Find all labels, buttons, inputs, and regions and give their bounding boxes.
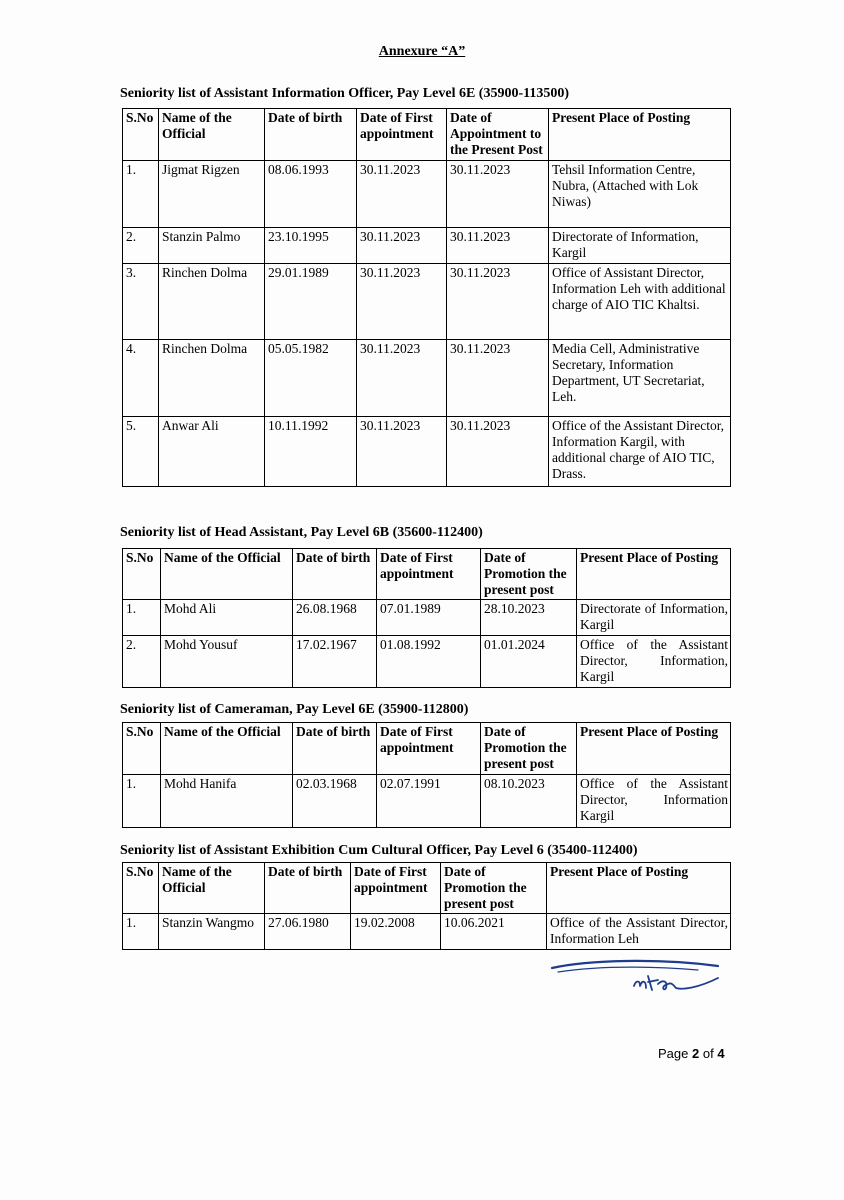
cell-sno: 1. (123, 914, 159, 950)
cell-name: Stanzin Palmo (159, 228, 265, 264)
cell-posting: Directorate of Information, Kargil (577, 600, 731, 636)
cell-first-appointment: 01.08.1992 (377, 636, 481, 688)
seniority-table-head-assistant (122, 548, 731, 688)
header-dob: Date of birth (265, 109, 357, 161)
cell-name: Rinchen Dolma (159, 340, 265, 417)
header-dob: Date of birth (293, 723, 377, 775)
cell-name: Rinchen Dolma (159, 264, 265, 340)
page-current: 2 (692, 1046, 700, 1061)
cell-dob: 10.11.1992 (265, 417, 357, 487)
header-posting: Present Place of Posting (577, 723, 731, 775)
table-row (123, 914, 731, 950)
cell-posting: Office of the Assistant Director, Information Kargil, with additional charge of AIO TIC, Drass. (549, 417, 731, 487)
table-row (123, 264, 731, 340)
cell-sno: 1. (123, 161, 159, 228)
header-first-appointment: Date of First appointment (357, 109, 447, 161)
cell-dob: 23.10.1995 (265, 228, 357, 264)
table-header-row (123, 109, 731, 161)
cell-sno: 3. (123, 264, 159, 340)
cell-posting: Office of Assistant Director, Information Leh with additional charge of AIO TIC Khaltsi. (549, 264, 731, 340)
cell-posting: Tehsil Information Centre, Nubra, (Attached with Lok Niwas) (549, 161, 731, 228)
header-name: Name of the Official (161, 723, 293, 775)
cell-name: Mohd Hanifa (161, 775, 293, 828)
page-number (658, 1046, 725, 1061)
seniority-table-aio (122, 108, 731, 487)
cell-first-appointment: 30.11.2023 (357, 340, 447, 417)
header-sno: S.No (123, 109, 159, 161)
seniority-table-exhibition-officer (122, 862, 731, 950)
cell-first-appointment: 30.11.2023 (357, 161, 447, 228)
cell-first-appointment: 30.11.2023 (357, 417, 447, 487)
header-name: Name of the Official (159, 109, 265, 161)
cell-dob: 29.01.1989 (265, 264, 357, 340)
cell-name: Mohd Yousuf (161, 636, 293, 688)
cell-promotion: 01.01.2024 (481, 636, 577, 688)
header-present-post: Date of Appointment to the Present Post (447, 109, 549, 161)
cell-dob: 05.05.1982 (265, 340, 357, 417)
handwritten-signature (548, 950, 728, 1000)
section-title-aio: Seniority list of Assistant Information Officer, Pay Level 6E (35900-113500) (120, 86, 570, 101)
cell-dob: 27.06.1980 (265, 914, 351, 950)
table-row (123, 228, 731, 264)
table-header-row (123, 723, 731, 775)
header-promotion: Date of Promotion the present post (441, 863, 547, 914)
cell-first-appointment: 19.02.2008 (351, 914, 441, 950)
cell-sno: 1. (123, 775, 161, 828)
header-dob: Date of birth (293, 549, 377, 600)
cell-present-post: 30.11.2023 (447, 417, 549, 487)
cell-present-post: 30.11.2023 (447, 264, 549, 340)
page-of: of (702, 1046, 714, 1061)
cell-first-appointment: 30.11.2023 (357, 264, 447, 340)
header-first-appointment: Date of First appointment (377, 549, 481, 600)
cell-posting: Media Cell, Administrative Secretary, Information Department, UT Secretariat, Leh. (549, 340, 731, 417)
header-posting: Present Place of Posting (549, 109, 731, 161)
annexure-heading: Annexure “A” (378, 44, 466, 59)
table-row (123, 161, 731, 228)
page-label: Page (658, 1046, 689, 1061)
header-sno: S.No (123, 863, 159, 914)
header-first-appointment: Date of First appointment (377, 723, 481, 775)
cell-name: Anwar Ali (159, 417, 265, 487)
header-dob: Date of birth (265, 863, 351, 914)
header-sno: S.No (123, 549, 161, 600)
table-row (123, 775, 731, 828)
cell-name: Stanzin Wangmo (159, 914, 265, 950)
cell-promotion: 10.06.2021 (441, 914, 547, 950)
cell-posting: Office of the Assistant Director, Information, Kargil (577, 636, 731, 688)
cell-sno: 2. (123, 228, 159, 264)
table-header-row (123, 863, 731, 914)
header-name: Name of the Official (159, 863, 265, 914)
cell-name: Mohd Ali (161, 600, 293, 636)
table-header-row (123, 549, 731, 600)
cell-sno: 4. (123, 340, 159, 417)
header-promotion: Date of Promotion the present post (481, 549, 577, 600)
table-row (123, 600, 731, 636)
cell-posting: Office of the Assistant Director, Information Leh (547, 914, 731, 950)
cell-dob: 17.02.1967 (293, 636, 377, 688)
header-posting: Present Place of Posting (577, 549, 731, 600)
page-total: 4 (717, 1046, 725, 1061)
cell-first-appointment: 07.01.1989 (377, 600, 481, 636)
cell-present-post: 30.11.2023 (447, 228, 549, 264)
cell-present-post: 30.11.2023 (447, 340, 549, 417)
cell-promotion: 08.10.2023 (481, 775, 577, 828)
section-title-cameraman: Seniority list of Cameraman, Pay Level 6E (35900-112800) (120, 702, 469, 717)
cell-first-appointment: 02.07.1991 (377, 775, 481, 828)
cell-dob: 02.03.1968 (293, 775, 377, 828)
header-name: Name of the Official (161, 549, 293, 600)
header-posting: Present Place of Posting (547, 863, 731, 914)
cell-promotion: 28.10.2023 (481, 600, 577, 636)
table-row (123, 417, 731, 487)
cell-posting: Office of the Assistant Director, Information Kargil (577, 775, 731, 828)
table-row (123, 340, 731, 417)
cell-dob: 08.06.1993 (265, 161, 357, 228)
table-row (123, 636, 731, 688)
header-sno: S.No (123, 723, 161, 775)
cell-present-post: 30.11.2023 (447, 161, 549, 228)
cell-posting: Directorate of Information, Kargil (549, 228, 731, 264)
seniority-table-cameraman (122, 722, 731, 828)
section-title-exhibition-officer: Seniority list of Assistant Exhibition Cum Cultural Officer, Pay Level 6 (35400-112400) (120, 843, 638, 858)
cell-first-appointment: 30.11.2023 (357, 228, 447, 264)
cell-name: Jigmat Rigzen (159, 161, 265, 228)
cell-sno: 1. (123, 600, 161, 636)
header-first-appointment: Date of First appointment (351, 863, 441, 914)
cell-sno: 2. (123, 636, 161, 688)
cell-dob: 26.08.1968 (293, 600, 377, 636)
section-title-head-assistant: Seniority list of Head Assistant, Pay Level 6B (35600-112400) (120, 525, 483, 540)
cell-sno: 5. (123, 417, 159, 487)
header-promotion: Date of Promotion the present post (481, 723, 577, 775)
